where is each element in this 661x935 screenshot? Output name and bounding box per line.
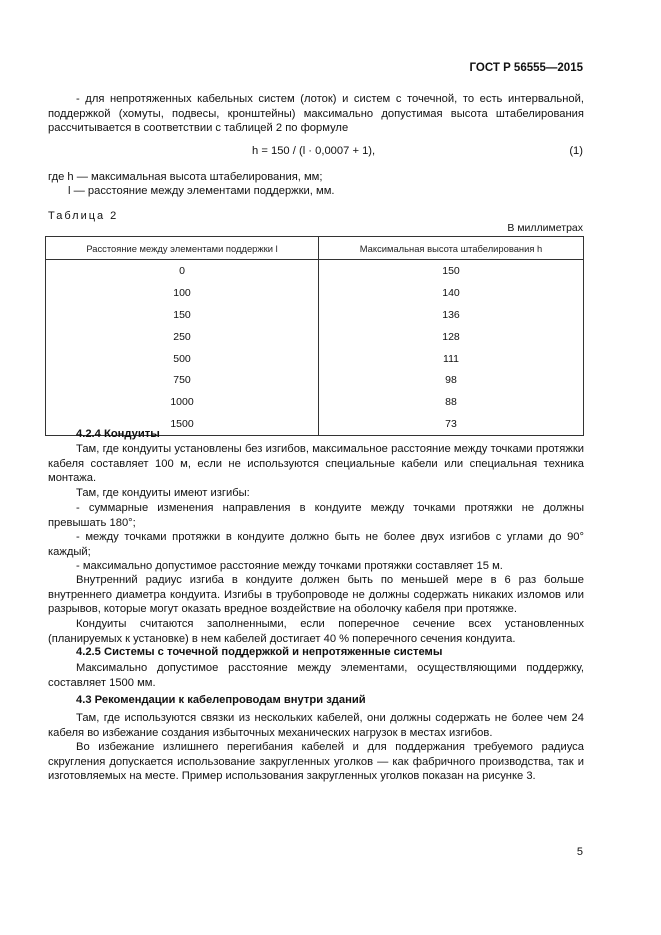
document-id: ГОСТ Р 56555—2015 [469,62,583,74]
table-cell: 136 [319,304,584,326]
table-row [46,391,584,413]
table-cell: 128 [319,326,584,348]
paragraph: Внутренний радиус изгиба в кондуите должен быть по меньшей мере в 6 раз больше внутреннего диаметра кондуита. Изгибы в трубопроводе не должны содержать никаких изломов или разрывов, которые могут оказать вредное воздействие на оболочку кабеля при протяжке. [48,574,584,616]
paragraph: Кондуиты считаются заполненными, если поперечное сечение всех установленных (планируемых к установке) в нем кабелей достигает 40 % поперечного сечения кондуита. [48,618,584,645]
paragraph: Максимально допустимое расстояние между элементами, осуществляющими поддержку, составляет 1500 мм. [48,662,584,689]
table-cell: 111 [319,348,584,370]
table-cell: 1000 [46,391,319,413]
list-item: - суммарные изменения направления в кондуите между точками протяжки не должны превышать 180°; [48,502,584,529]
heading-4-2-5: 4.2.5 Системы с точечной поддержкой и непротяженные системы [76,646,443,658]
formula-number: (1) [569,145,583,157]
table-cell: 0 [46,260,319,282]
table-cell: 100 [46,282,319,304]
table-row [46,304,584,326]
intro-paragraph: - для непротяженных кабельных систем (лоток) и систем с точечной, то есть интервальной, поддержкой (хомуты, подвесы, кронштейны) максимально допустимая высота штабелирования рассчитывается в соответствии с таблицей 2 по формуле [48,93,584,135]
table-cell: 73 [319,413,584,435]
table-cell: 250 [46,326,319,348]
where-l: l — расстояние между элементами поддержки, мм. [68,185,335,197]
formula: h = 150 / (l · 0,0007 + 1), [252,145,376,157]
table-header-row [46,237,584,260]
table-cell: 150 [319,260,584,282]
paragraph: Там, где используются связки из нескольких кабелей, они должны содержать не более чем 24 кабеля во избежание создания избыточных механических нагрузок в местах изгибов. [48,712,584,739]
list-item: - между точками протяжки в кондуите должно быть не более двух изгибов с углами до 90° каждый; [48,531,584,558]
table-cell: 98 [319,369,584,391]
column-header: Максимальная высота штабелирования h [319,237,584,260]
table-2 [45,236,584,436]
table-row [46,326,584,348]
table-cell: 150 [46,304,319,326]
table-row [46,348,584,370]
page-number: 5 [576,846,583,858]
paragraph: Там, где кондуиты имеют изгибы: [76,487,250,499]
column-header: Расстояние между элементами поддержки l [46,237,319,260]
table-units: В миллиметрах [507,222,583,234]
table-row [46,369,584,391]
paragraph: Во избежание излишнего перегибания кабелей и для поддержания требуемого радиуса скругления допускается использование закругленных уголков — как фабричного производства, так и изготовляемых на месте. Пример использования закругленных уголков показан на рисунке 3. [48,741,584,783]
table-cell: 140 [319,282,584,304]
heading-4-2-4: 4.2.4 Кондуиты [76,428,160,440]
where-h: где h — максимальная высота штабелирования, мм; [48,171,323,183]
table-cell: 750 [46,369,319,391]
table-cell: 1500 [46,413,319,435]
table-caption: Таблица 2 [48,210,119,222]
list-item: - максимально допустимое расстояние между точками протяжки составляет 15 м. [76,560,503,572]
table-row [46,282,584,304]
paragraph: Там, где кондуиты установлены без изгибов, максимальное расстояние между точками протяжки кабеля составляет 100 м, если не используются специальные кабели или специальная техника монтажа. [48,443,584,485]
table-row [46,260,584,282]
table-cell: 500 [46,348,319,370]
heading-4-3: 4.3 Рекомендации к кабелепроводам внутри зданий [76,694,366,706]
table-cell: 88 [319,391,584,413]
